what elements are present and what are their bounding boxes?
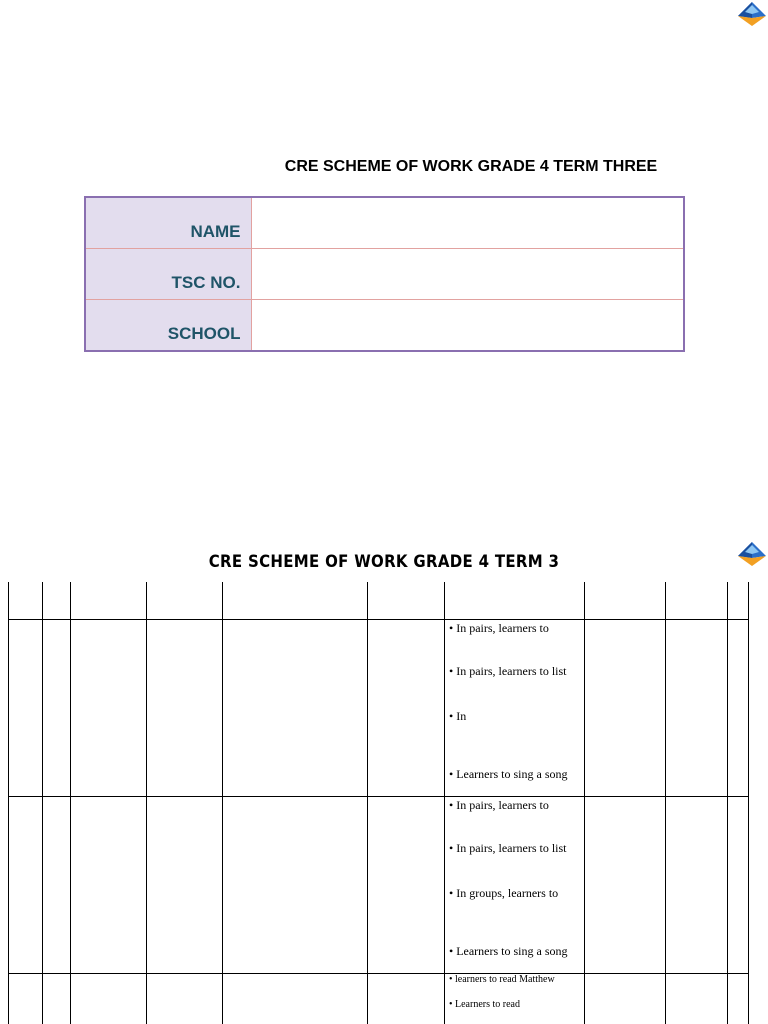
column-divider — [727, 582, 728, 1024]
activity-text: • Learners to sing a song — [449, 767, 568, 781]
activity-text: • In pairs, learners to list — [449, 664, 567, 678]
activity-text: • In pairs, learners to — [449, 798, 549, 812]
name-field[interactable] — [251, 197, 684, 249]
activity-text: • Learners to read — [449, 999, 520, 1010]
column-divider — [665, 582, 666, 1024]
tsc-label: TSC NO. — [85, 249, 251, 300]
school-field[interactable] — [251, 300, 684, 352]
tsc-field[interactable] — [251, 249, 684, 300]
column-divider — [367, 582, 368, 1024]
page-title: CRE SCHEME OF WORK GRADE 4 TERM THREE — [284, 158, 658, 175]
column-divider — [222, 582, 223, 1024]
name-row — [85, 197, 684, 249]
row-divider — [8, 973, 749, 974]
activity-text: • Learners to sing a song — [449, 944, 568, 958]
scheme-title: CRE SCHEME OF WORK GRADE 4 TERM 3 — [208, 550, 560, 572]
activity-text: • In — [449, 709, 467, 723]
school-row — [85, 300, 684, 352]
column-divider — [146, 582, 147, 1024]
teacher-info-table — [84, 196, 685, 352]
table-border — [8, 582, 9, 1024]
tsc-row — [85, 249, 684, 300]
column-divider — [584, 582, 585, 1024]
activity-text: • In pairs, learners to list — [449, 841, 567, 855]
school-label: SCHOOL — [85, 300, 251, 352]
logo-icon — [736, 0, 768, 28]
column-divider — [70, 582, 71, 1024]
row-divider — [8, 796, 749, 797]
column-divider — [444, 582, 445, 1024]
table-border — [748, 582, 749, 1024]
activity-text: • learners to read Matthew — [449, 974, 555, 985]
activity-text: • In groups, learners to — [449, 886, 559, 900]
row-divider — [8, 619, 749, 620]
activity-text: • In pairs, learners to — [449, 621, 549, 635]
column-divider — [42, 582, 43, 1024]
name-label: NAME — [85, 197, 251, 249]
